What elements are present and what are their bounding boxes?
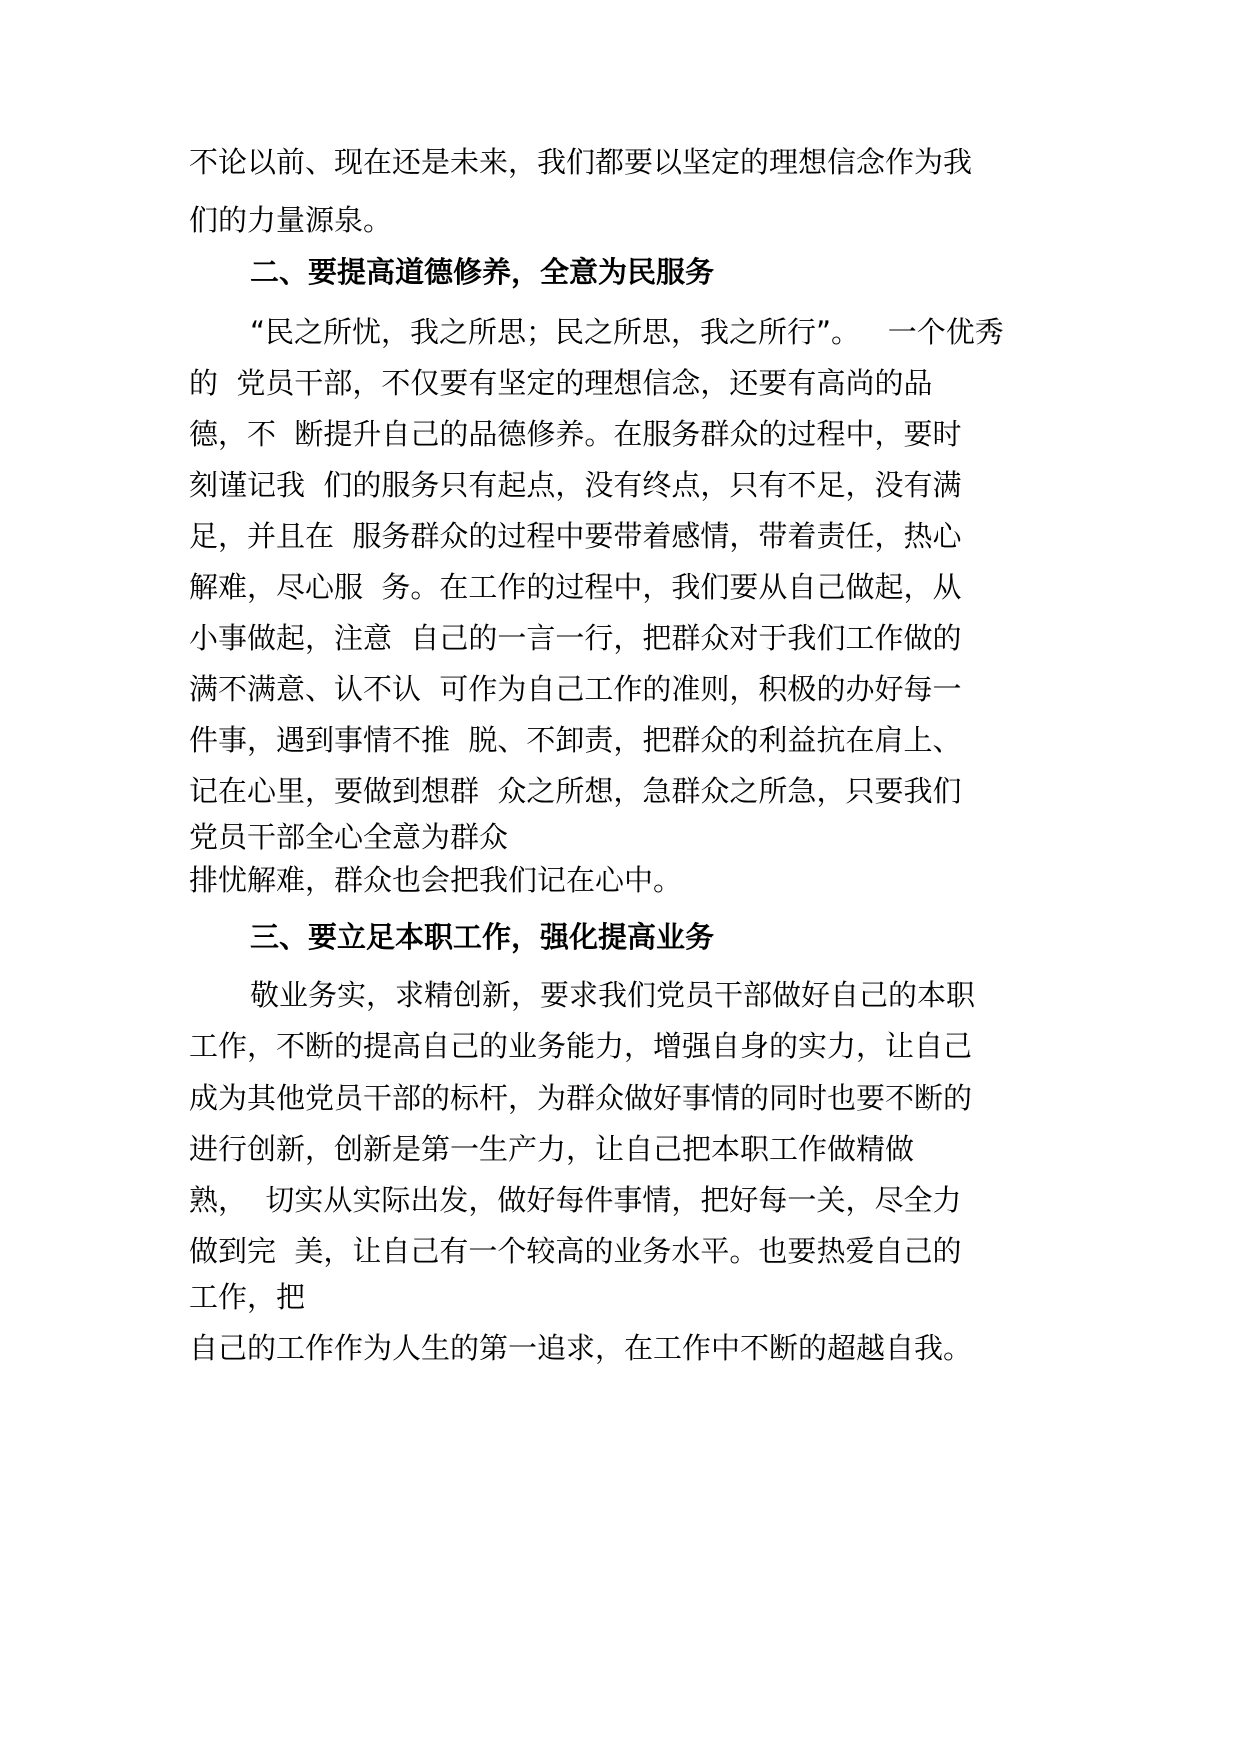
body-text-line: 足，并且在 服务群众的过程中要带着感情，带着责任，热心 [189,519,962,553]
body-text-line: 小事做起，注意 自己的一言一行，把群众对于我们工作做的 [189,621,962,655]
body-text-line: 熟， 切实从实际出发，做好每件事情，把好每一关，尽全力 [189,1183,962,1217]
body-text-line: 工作，不断的提高自己的业务能力，增强自身的实力，让自己 [189,1029,973,1063]
section-heading: 二、要提高道德修养，全意为民服务 [250,255,715,289]
body-text-line: 的 党员干部，不仅要有坚定的理想信念，还要有高尚的品 [189,366,933,400]
section-heading: 三、要立足本职工作，强化提高业务 [250,920,715,954]
body-text-line: 敬业务实，求精创新，要求我们党员干部做好自己的本职 [250,978,976,1012]
body-text-line: 做到完 美，让自己有一个较高的业务水平。也要热爱自己的 [189,1234,962,1268]
body-text-line: 党员干部全心全意为群众 [189,820,509,854]
body-text-line: 件事，遇到事情不推 脱、不卸责，把群众的利益抗在肩上、 [189,723,962,757]
body-text-line: 满不满意、认不认 可作为自己工作的准则，积极的办好每一 [189,672,962,706]
body-text-line: 解难，尽心服 务。在工作的过程中，我们要从自己做起，从 [189,570,962,604]
body-text-line: 德，不 断提升自己的品德修养。在服务群众的过程中，要时 [189,417,962,451]
body-text-line: 排忧解难，群众也会把我们记在心中。 [189,863,683,897]
body-text-line: 进行创新，创新是第一生产力，让自己把本职工作做精做 [189,1132,915,1166]
body-text-line: 不论以前、现在还是未来，我们都要以坚定的理想信念作为我 [189,145,973,179]
body-text-line: 工作，把 [189,1280,306,1314]
body-text-line: 们的力量源泉。 [189,203,393,237]
body-text-line: 自己的工作作为人生的第一追求，在工作中不断的超越自我。 [189,1331,973,1365]
body-text-line: 记在心里，要做到想群 众之所想，急群众之所急，只要我们 [189,774,962,808]
body-text-line: 成为其他党员干部的标杆，为群众做好事情的同时也要不断的 [189,1081,973,1115]
body-text-line: “民之所忧，我之所思；民之所思，我之所行”。 一个优秀 [250,315,1004,349]
body-text-line: 刻谨记我 们的服务只有起点，没有终点，只有不足，没有满 [189,468,962,502]
